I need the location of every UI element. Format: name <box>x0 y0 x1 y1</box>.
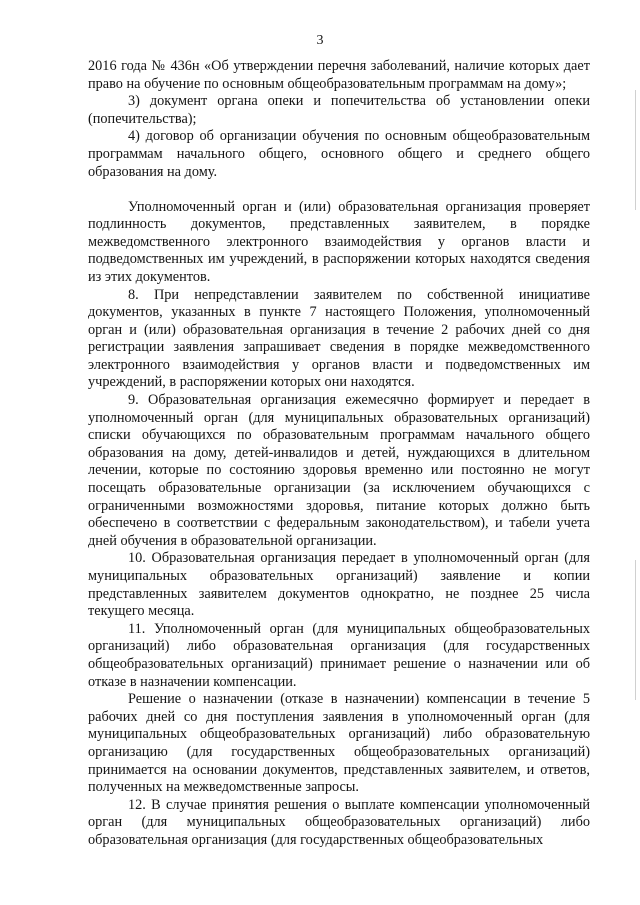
paragraph-clause-9: 9. Образовательная организация ежемесячно формирует и передает в уполномоченный орган (для муниципальных образовательных организаций) списки обучающихся по образовательным программам начального общего образования на дому, детей-инвалидов и детей, нуждающихся в длительном лечении, которые по состоянию здоровья временно или постоянно не могут посещать образовательные организации (за исключением обучающихся с ограниченными возможностями здоровья, питание которых должно быть обеспечено в соответствии с федеральным законодательством), и табели учета дней обучения в образовательной организации. <box>88 392 590 549</box>
document-body <box>88 58 590 850</box>
paragraph-verification: Уполномоченный орган и (или) образовательная организация проверяет подлинность документов, представленных заявителем, в порядке межведомственного электронного взаимодействия у органов власти и подведомственных им учреждений, в распоряжении которых находятся сведения из этих документов. <box>88 198 590 285</box>
paragraph-clause-12: 12. В случае принятия решения о выплате компенсации уполномоченный орган (для муниципальных общеобразовательных организаций) либо образовательная организация (для государственных общеобразовательных <box>88 796 590 848</box>
paragraph-item-4: 4) договор об организации обучения по основным общеобразовательным программам начального общего, основного общего и среднего общего образования на дому. <box>88 128 590 180</box>
paragraph-item-3: 3) документ органа опеки и попечительства об установлении опеки (попечительства); <box>88 93 590 127</box>
scan-edge-mark <box>635 560 636 700</box>
page-number: 3 <box>316 33 324 48</box>
paragraph-decision: Решение о назначении (отказе в назначении) компенсации в течение 5 рабочих дней со дня поступления заявления в уполномоченный орган (для муниципальных общеобразовательных организаций) либо образовательную организацию (для государственных общеобразовательных организаций) принимается на основании документов, представленных заявителем, и ответов, полученных на межведомственные запросы. <box>88 691 590 796</box>
paragraph-clause-11: 11. Уполномоченный орган (для муниципальных общеобразовательных организаций) либо образовательная организация (для государственных общеобразовательных организаций) принимает решение о назначении или об отказе в назначении компенсации. <box>88 620 590 690</box>
scan-edge-mark <box>635 90 636 210</box>
paragraph-continuation: 2016 года № 436н «Об утверждении перечня заболеваний, наличие которых дает право на обучение по основным общеобразовательным программам на дому»; <box>88 58 590 92</box>
paragraph-clause-10: 10. Образовательная организация передает в уполномоченный орган (для муниципальных образовательных организаций) заявление и копии представленных заявителем документов однократно, не позднее 25 числа текущего месяца. <box>88 550 590 620</box>
paragraph-clause-8: 8. При непредставлении заявителем по собственной инициативе документов, указанных в пункте 7 настоящего Положения, уполномоченный орган и (или) образовательная организация в течение 2 рабочих дней со дня регистрации заявления запрашивает сведения в порядке межведомственного электронного взаимодействия у органов власти и подведомственных им учреждений, в распоряжении которых они находятся. <box>88 286 590 391</box>
